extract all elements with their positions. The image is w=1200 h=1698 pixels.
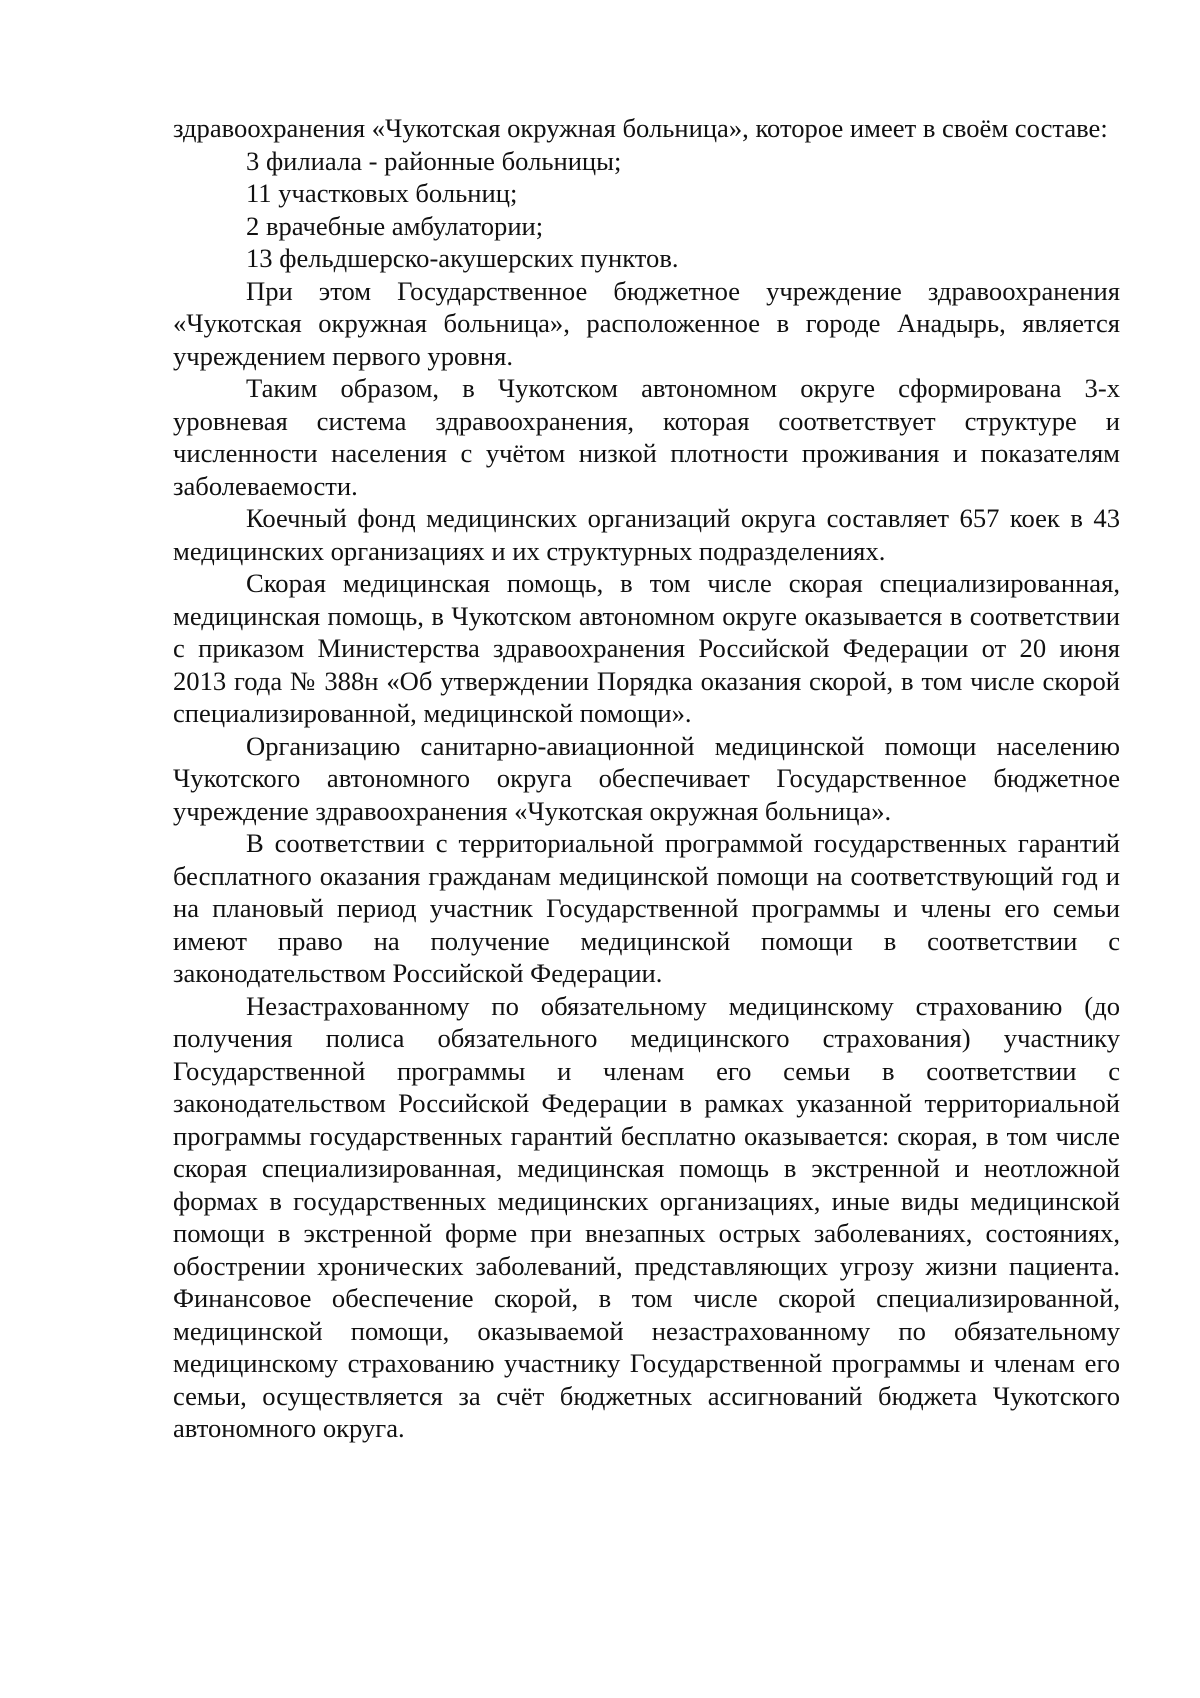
paragraph-continuation: здравоохранения «Чукотская окружная больница», которое имеет в своём составе: — [173, 113, 1108, 143]
paragraph-emergency-care: Скорая медицинская помощь, в том числе скорая специализированная, медицинская помощь, в Чукотском автономном округе оказывается в соответствии с приказом Министерства здравоохранения Российской Федерации от 20 июня 2013 года № 388н «Об утверждении Порядка оказания скорой, в том числе скорой специализированной, медицинской помощи». — [173, 568, 1120, 728]
list-item-branches: 3 филиала - районные больницы; — [246, 145, 622, 176]
list-item-paramedic-stations: 13 фельдшерско-акушерских пунктов. — [246, 243, 679, 273]
paragraph-bed-fund: Коечный фонд медицинских организаций округа составляет 657 коек в 43 медицинских организациях и их структурных подразделениях. — [173, 503, 1120, 566]
list-item-district-hospitals: 11 участковых больниц; — [246, 178, 518, 208]
paragraph-territorial-program: В соответствии с территориальной программой государственных гарантий бесплатного оказания гражданам медицинской помощи на соответствующий год и на плановый период участник Государственной программы и члены его семьи имеют право на получение медицинской помощи в соответствии с законодательством Российской Федерации. — [173, 828, 1120, 988]
paragraph-air-ambulance: Организацию санитарно-авиационной медицинской помощи населению Чукотского автономного округа обеспечивает Государственное бюджетное учреждение здравоохранения «Чукотская окружная больница». — [173, 730, 1120, 826]
list-item-ambulatories: 2 врачебные амбулатории; — [246, 210, 544, 241]
paragraph-uninsured: Незастрахованному по обязательному медицинскому страхованию (до получения полиса обязательного медицинского страхования) участнику Государственной программы и членам его семьи в соответствии с законодательством Российской Федерации в рамках указанной территориальной программы государственных гарантий бесплатно оказывается: скорая, в том числе скорая специализированная, медицинская помощь в экстренной и неотложной формах в государственных медицинских организациях, иные виды медицинской помощи в экстренной форме при внезапных острых заболеваниях, состояниях, обострении хронических заболеваний, представляющих угрозу жизни пациента. Финансовое обеспечение скорой, в том числе скорой специализированной, медицинской помощи, оказываемой незастрахованному по обязательному медицинскому страхованию участнику Государственной программы и членам его семьи, осуществляется за счёт бюджетных ассигнований бюджета Чукотского автономного округа. — [173, 990, 1120, 1443]
paragraph-first-level: При этом Государственное бюджетное учреждение здравоохранения «Чукотская окружная больница», расположенное в городе Анадырь, является учреждением первого уровня. — [173, 275, 1120, 371]
document-body — [173, 112, 1120, 1445]
paragraph-three-level-system: Таким образом, в Чукотском автономном округе сформирована 3-х уровневая система здравоохранения, которая соответствует структуре и численности населения с учётом низкой плотности проживания и показателям заболеваемости. — [173, 373, 1120, 501]
